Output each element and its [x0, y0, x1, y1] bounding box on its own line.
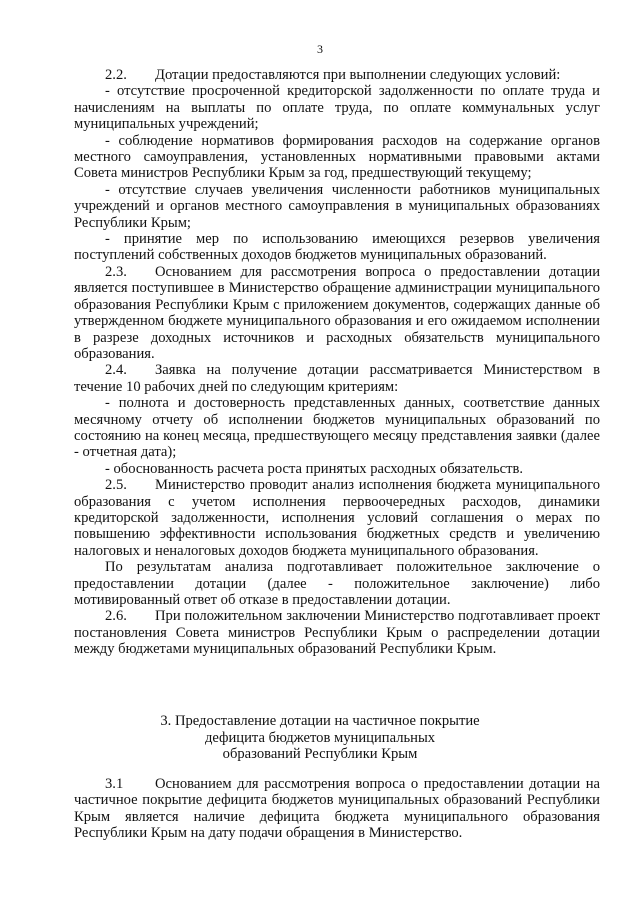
clause-number: 2.6. — [105, 608, 127, 625]
clause-text: Основанием для рассмотрения вопроса о предоставлении дотации является поступившее в Министерство обращение администрации муниципального образования Республики Крым с приложением документов, содержащих данные об утвержденном бюджете муниципального образования и его ожидаемом исполнении в разрезе доходных источников и расходных обязательств муниципального образования. — [74, 263, 600, 362]
clause-text: Заявка на получение дотации рассматривается Министерством в течение 10 рабочих дней по следующим критериям: — [74, 362, 600, 395]
clause-2-5-followup: По результатам анализа подготавливает положительное заключение о предоставлении дотации (далее - положительное заключение) либо мотивированный ответ об отказе в предоставлении дотации. — [74, 559, 600, 608]
heading-line: образований Республики Крым — [222, 746, 418, 763]
condition-item: - отсутствие случаев увеличения численности работников муниципальных учреждений и органов местного самоуправления в муниципальных образованиях Республики Крым; — [74, 181, 600, 231]
clause-number: 3.1 — [105, 776, 124, 792]
heading-line: дефицита бюджетов муниципальных — [204, 729, 436, 746]
clause-2-4 — [74, 362, 600, 395]
heading-line: 3. Предоставление дотации на частичное покрытие — [160, 713, 480, 729]
clause-2-2 — [74, 67, 600, 83]
section-2-body — [74, 67, 600, 658]
clause-text: Дотации предоставляются при выполнении следующих условий: — [155, 67, 561, 83]
section-3-body — [74, 776, 600, 842]
clause-3-1 — [74, 776, 600, 842]
clause-number: 2.5. — [105, 477, 127, 494]
clause-text: При положительном заключении Министерство подготавливает проект постановления Совета министров Республики Крым о распределении дотации между бюджетами муниципальных образований Республики Крым. — [74, 608, 600, 658]
section-3-heading — [0, 713, 640, 763]
clause-2-3 — [74, 264, 600, 362]
criterion-item: - обоснованность расчета роста принятых расходных обязательств. — [105, 460, 524, 477]
criterion-item: - полнота и достоверность представленных данных, соответствие данных месячному отчету об исполнении бюджетов муниципальных образований по состоянию на конец месяца, предшествующего месяцу представления заявки (далее - отчетная дата); — [74, 395, 600, 461]
clause-2-5 — [74, 477, 600, 559]
clause-text: Министерство проводит анализ исполнения бюджета муниципального образования с учетом исполнения первоочередных расходов, динамики кредиторской задолженности, исполнения условий соглашения о мерах по повышению эффективности использования бюджетных средств и увеличению налоговых и неналоговых доходов бюджета муниципального образования. — [74, 477, 600, 559]
clause-2-6 — [74, 608, 600, 657]
condition-item: - отсутствие просроченной кредиторской задолженности по оплате труда и начислениям на выплаты по оплате труда, по оплате коммунальных услуг муниципальных учреждений; — [74, 83, 600, 133]
condition-item: - принятие мер по использованию имеющихся резервов увеличения поступлений собственных доходов бюджетов муниципальных образований. — [74, 231, 600, 264]
clause-number: 2.3. — [105, 263, 127, 280]
clause-text: Основанием для рассмотрения вопроса о предоставлении дотации на частичное покрытие дефицита бюджетов муниципальных образований Республики Крым является наличие дефицита бюджета муниципального образования Республики Крым на дату подачи обращения в Министерство. — [74, 776, 600, 842]
condition-item: - соблюдение нормативов формирования расходов на содержание органов местного самоуправления, установленных нормативными правовыми актами Совета министров Республики Крым за год, предшествующий текущему; — [74, 132, 600, 182]
clause-number: 2.4. — [105, 362, 127, 379]
clause-number: 2.2. — [105, 67, 127, 83]
page-number: 3 — [317, 42, 323, 56]
